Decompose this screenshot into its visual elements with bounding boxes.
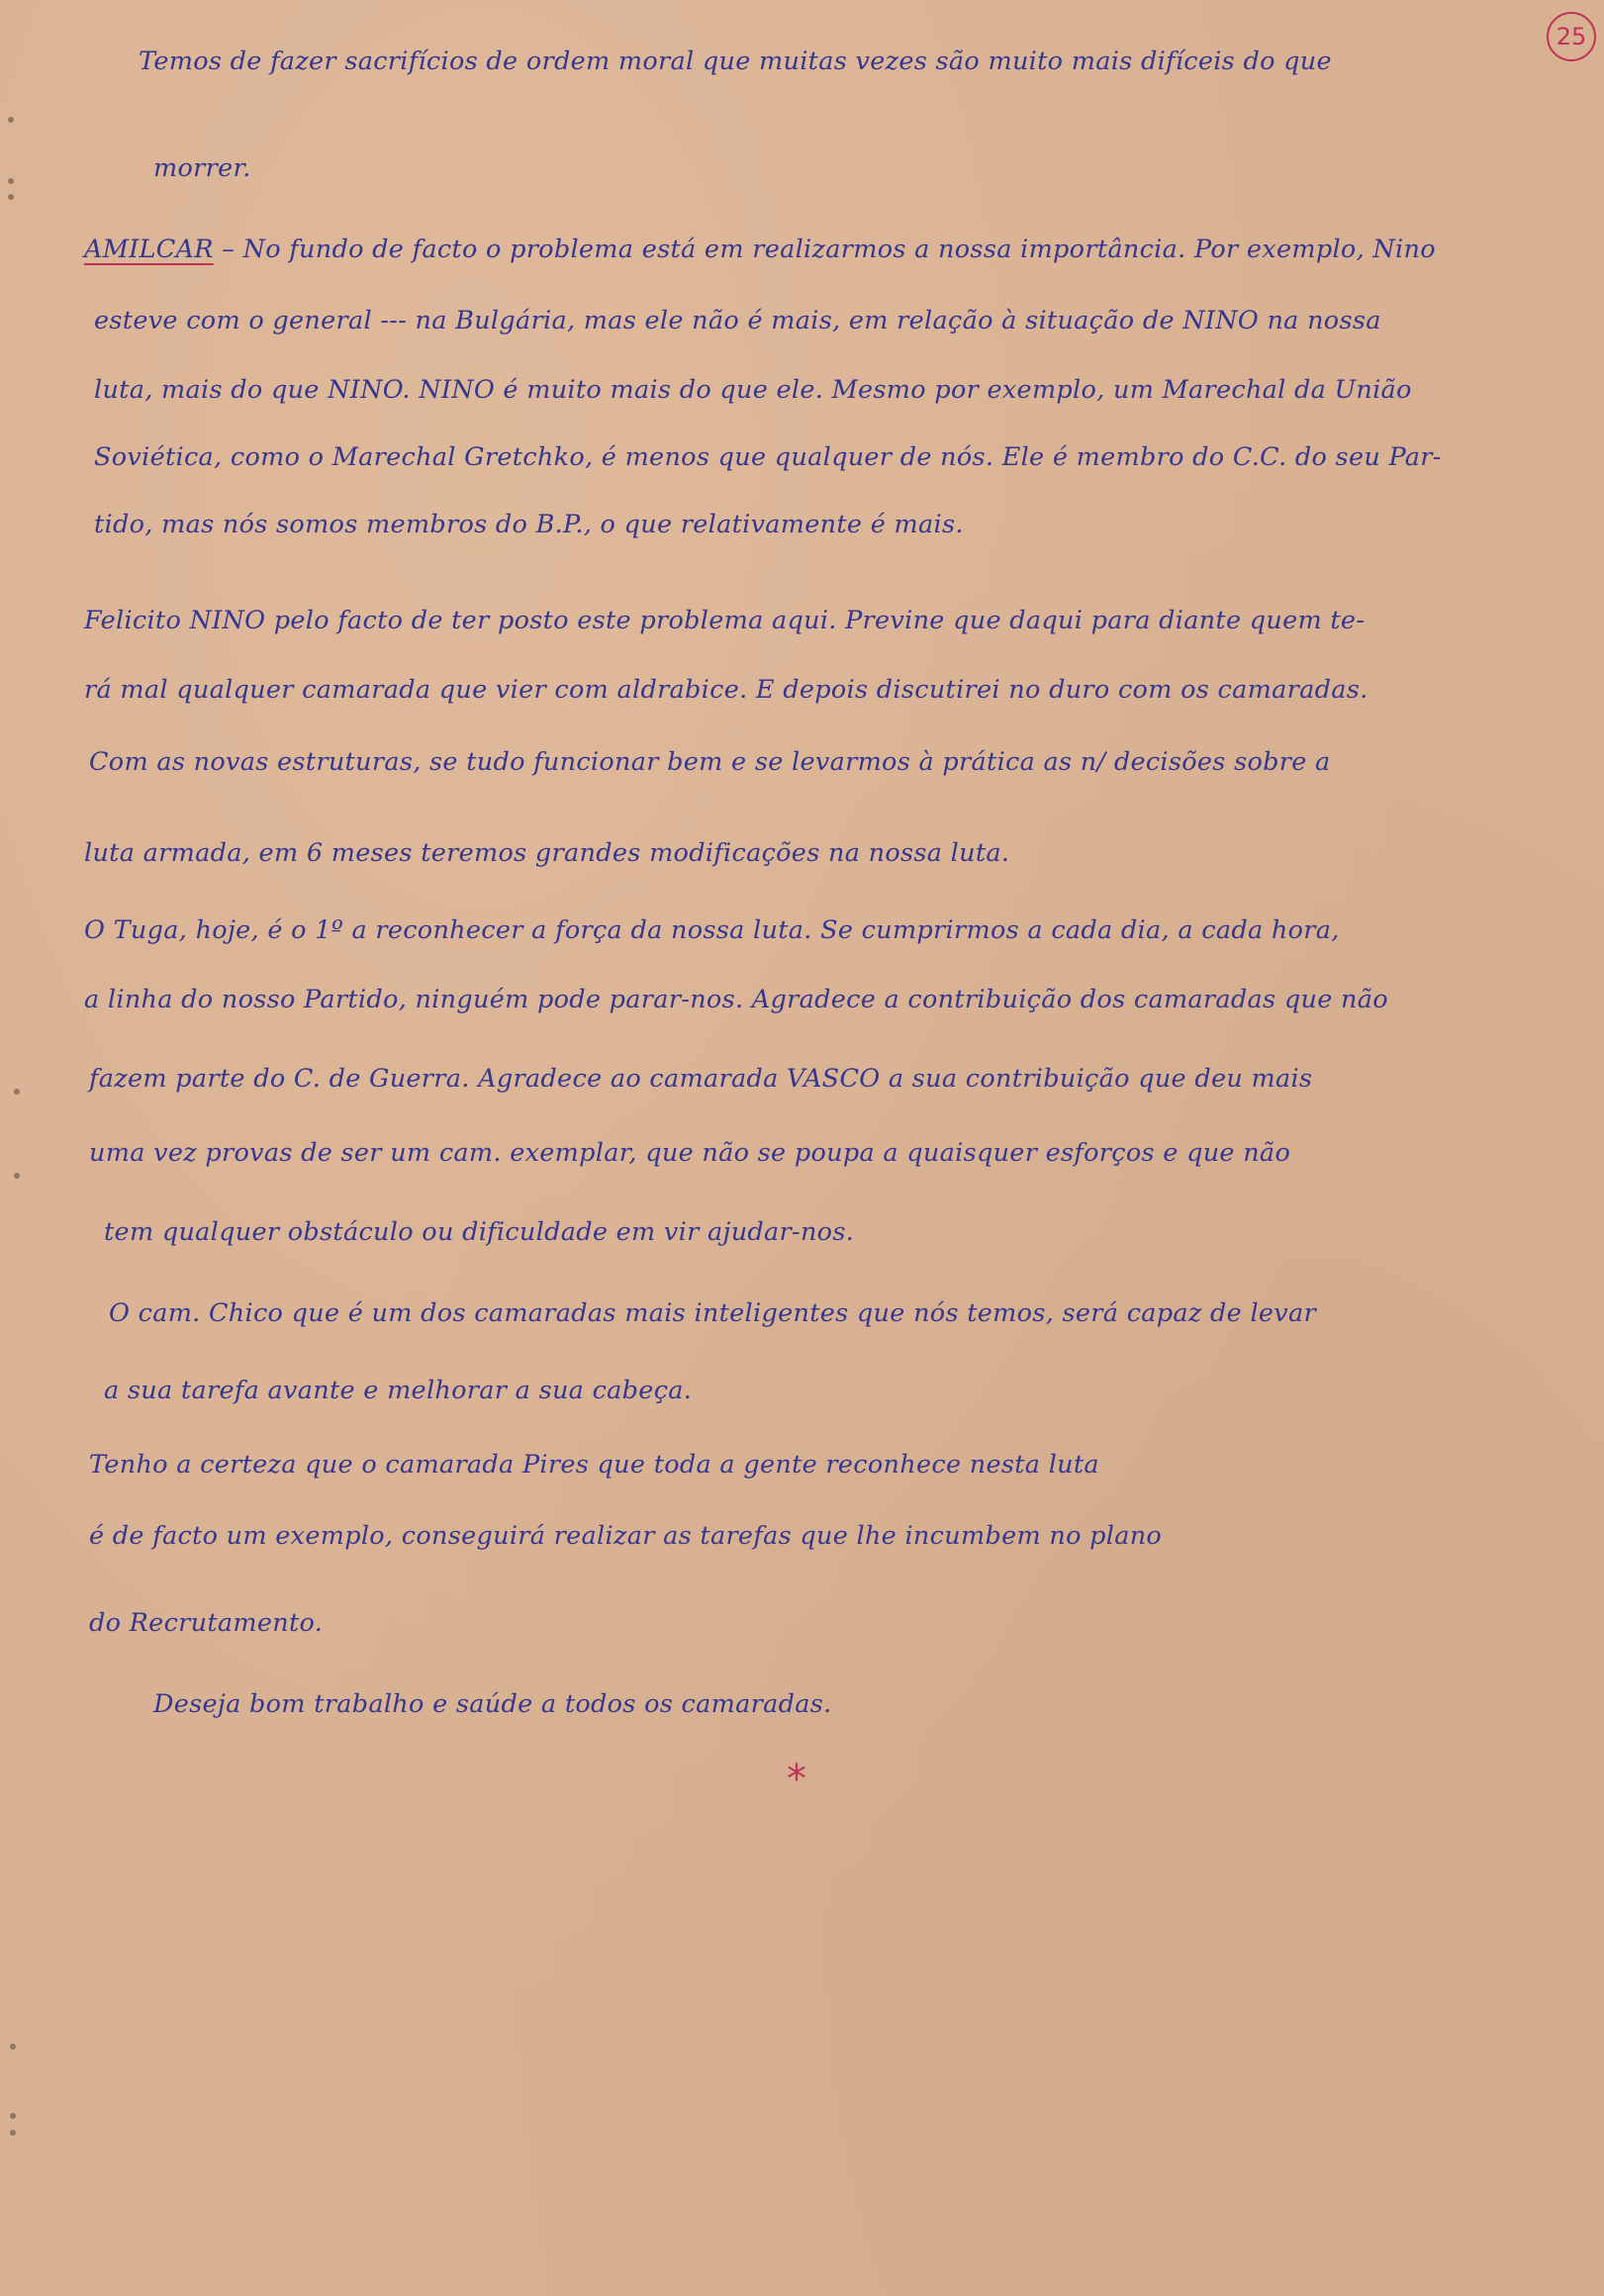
binder-hole — [10, 2044, 16, 2050]
text-line: Deseja bom trabalho e saúde a todos os camaradas. — [153, 1689, 832, 1719]
binder-hole — [8, 178, 14, 184]
speaker-name: AMILCAR — [84, 235, 214, 264]
text-line: luta armada, em 6 meses teremos grandes modificações na nossa luta. — [84, 838, 1010, 868]
text-line: Com as novas estruturas, se tudo funcionar bem e se levarmos à prática as n/ decisões sobre a — [89, 747, 1331, 777]
text-line: tem qualquer obstáculo ou dificuldade em vir ajudar-nos. — [104, 1217, 855, 1247]
text-line: a sua tarefa avante e melhorar a sua cabeça. — [104, 1376, 693, 1405]
text-line: Temos de fazer sacrifícios de ordem moral que muitas vezes são muito mais difíceis do que — [139, 47, 1332, 76]
text-line: morrer. — [153, 153, 251, 183]
text-line: Felicito NINO pelo facto de ter posto este problema aqui. Previne que daqui para diante quem te- — [84, 606, 1366, 635]
binder-hole — [14, 1089, 20, 1095]
binder-hole — [14, 1173, 20, 1179]
text-line: rá mal qualquer camarada que vier com aldrabice. E depois discutirei no duro com os camaradas. — [84, 675, 1368, 705]
text-line: Soviética, como o Marechal Gretchko, é menos que qualquer de nós. Ele é membro do C.C. do seu Par- — [94, 442, 1442, 472]
text-line: do Recrutamento. — [89, 1608, 324, 1638]
speaker-line-text: – No fundo de facto o problema está em realizarmos a nossa importância. Por exemplo, Nino — [222, 235, 1436, 264]
text-line: é de facto um exemplo, conseguirá realizar as tarefas que lhe incumbem no plano — [89, 1521, 1163, 1551]
text-line: O Tuga, hoje, é o 1º a reconhecer a força da nossa luta. Se cumprirmos a cada dia, a cada hora, — [84, 915, 1340, 945]
text-line: a linha do nosso Partido, ninguém pode parar-nos. Agradece a contribuição dos camaradas que não — [84, 985, 1388, 1014]
text-line: Tenho a certeza que o camarada Pires que toda a gente reconhece nesta luta — [89, 1450, 1099, 1480]
text-line: tido, mas nós somos membros do B.P., o que relativamente é mais. — [94, 510, 964, 539]
text-line: esteve com o general --- na Bulgária, mas ele não é mais, em relação à situação de NINO na nossa — [94, 306, 1381, 335]
binder-hole — [10, 2113, 16, 2119]
asterisk-ornament: * — [787, 1757, 806, 1802]
binder-hole — [8, 117, 14, 123]
text-line: luta, mais do que NINO. NINO é muito mais do que ele. Mesmo por exemplo, um Marechal da União — [94, 375, 1412, 405]
text-line: fazem parte do C. de Guerra. Agradece ao camarada VASCO a sua contribuição que deu mais — [89, 1064, 1313, 1094]
binder-hole — [8, 194, 14, 200]
text-line — [84, 230, 1436, 269]
binder-hole — [10, 2130, 16, 2136]
text-line: O cam. Chico que é um dos camaradas mais inteligentes que nós temos, será capaz de levar — [109, 1298, 1317, 1328]
page-number-stamp: 25 — [1547, 12, 1596, 61]
text-line: uma vez provas de ser um cam. exemplar, que não se poupa a quaisquer esforços e que não — [89, 1138, 1291, 1168]
